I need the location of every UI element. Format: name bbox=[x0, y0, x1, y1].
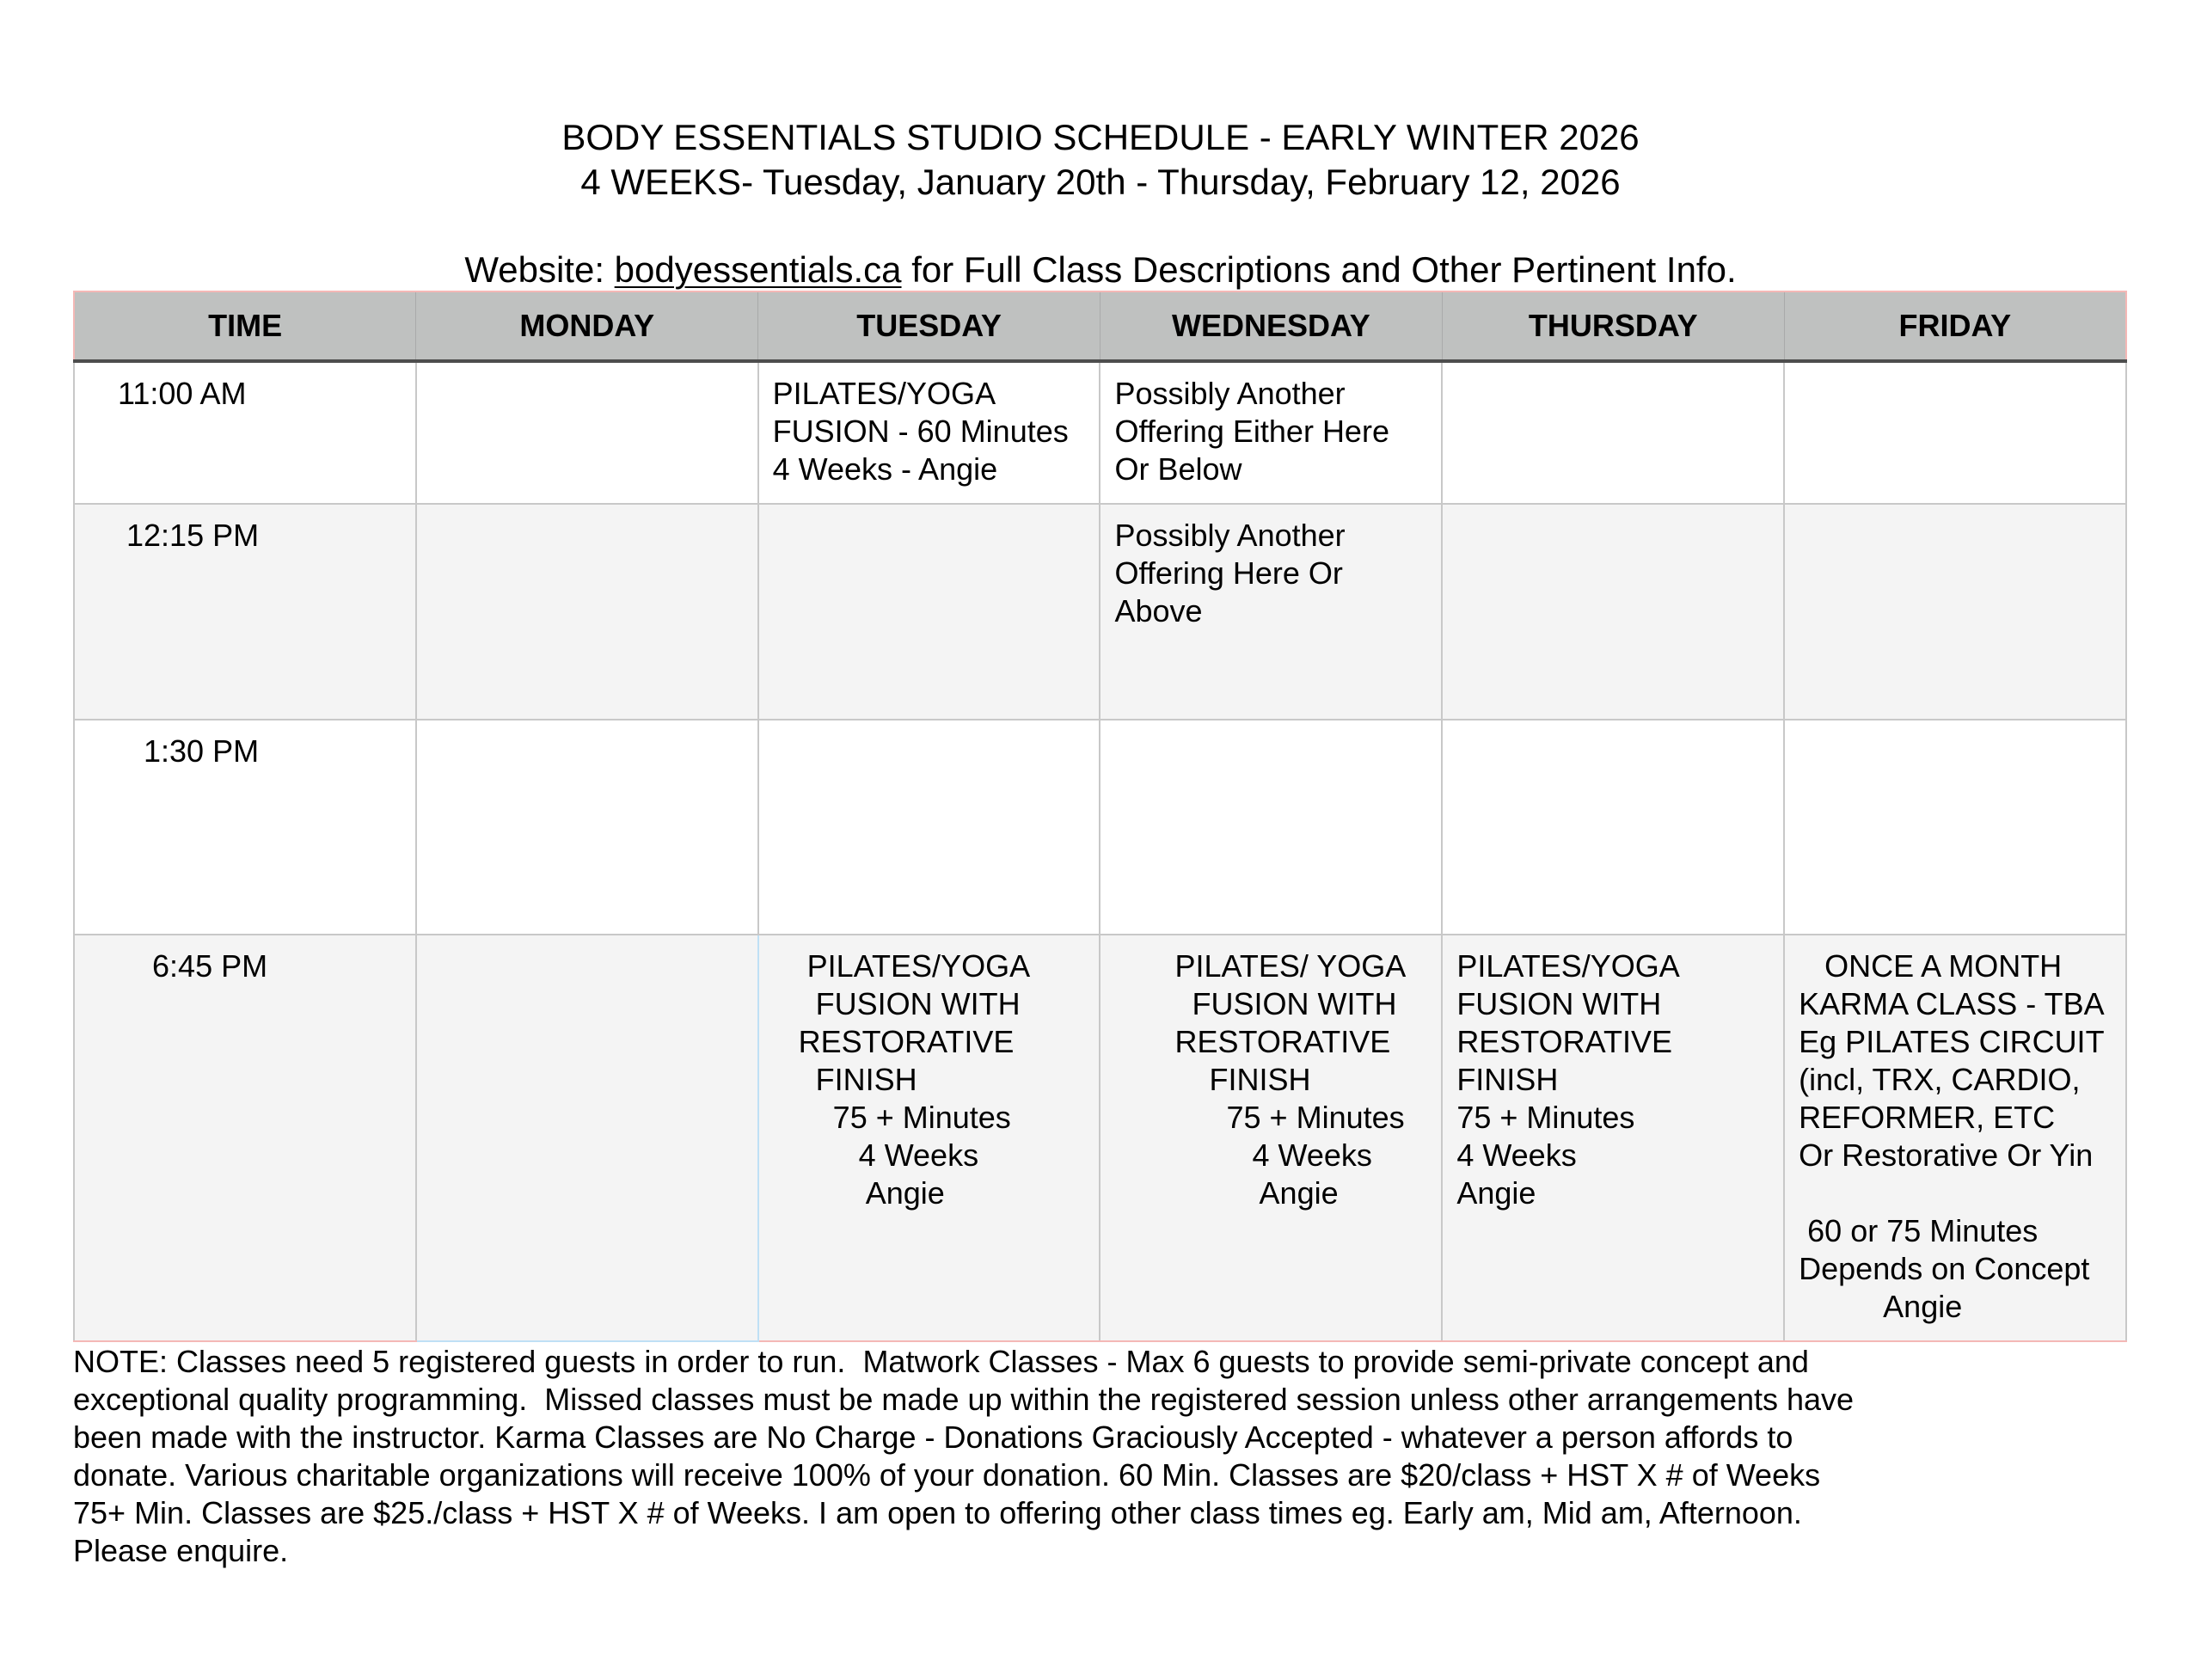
policy-note: NOTE: Classes need 5 registered guests in order to run. Matwork Classes - Max 6 guests to provide semi-private concept and exceptional quality programming. Missed classes must be made up within the registered session unless other arrangements have been made with the instructor. Karma Classes are No Charge - Donations Graciously Accepted - whatever a person affords to donate. Various charitable organizations will receive 100% of your donation. 60 Min. Classes are $20/class + HST X # of Weeks 75+ Min. Classes are $25./class + HST X # of Weeks. I am open to offering other class times eg. Early am, Mid am, Afternoon. Please enquire. bbox=[73, 1344, 1855, 1568]
table-row bbox=[74, 361, 2126, 504]
column-header-monday: MONDAY bbox=[416, 291, 758, 361]
schedule-date-range: 4 WEEKS- Tuesday, January 20th - Thursday, February 12, 2026 bbox=[580, 162, 1621, 202]
monday-cell[interactable] bbox=[416, 361, 758, 504]
tuesday-cell[interactable]: PILATES/YOGA FUSION - 60 Minutes 4 Weeks - Angie bbox=[758, 361, 1100, 504]
table-row bbox=[74, 935, 2126, 1341]
table-row bbox=[74, 720, 2126, 935]
time-cell[interactable]: 6:45 PM bbox=[74, 935, 416, 1341]
wednesday-cell[interactable]: Possibly Another Offering Here Or Above bbox=[1100, 504, 1442, 720]
friday-cell[interactable]: ONCE A MONTH KARMA CLASS - TBA Eg PILATES CIRCUIT (incl, TRX, CARDIO, REFORMER, ETC Or Restorative Or Yin 60 or 75 Minutes Depends on Concept Angie bbox=[1784, 935, 2126, 1341]
wednesday-cell[interactable]: PILATES/ YOGA FUSION WITH RESTORATIVE FINISH 75 + Minutes 4 Weeks Angie bbox=[1100, 935, 1442, 1341]
monday-cell[interactable] bbox=[416, 720, 758, 935]
friday-cell[interactable] bbox=[1784, 504, 2126, 720]
friday-cell[interactable] bbox=[1784, 720, 2126, 935]
website-link[interactable]: bodyessentials.ca bbox=[614, 249, 902, 290]
monday-cell[interactable] bbox=[416, 504, 758, 720]
thursday-cell[interactable] bbox=[1442, 720, 1784, 935]
website-suffix: for Full Class Descriptions and Other Pertinent Info. bbox=[901, 249, 1737, 290]
friday-cell[interactable] bbox=[1784, 361, 2126, 504]
time-cell[interactable]: 12:15 PM bbox=[74, 504, 416, 720]
thursday-cell[interactable]: PILATES/YOGA FUSION WITH RESTORATIVE FINISH 75 + Minutes 4 Weeks Angie bbox=[1442, 935, 1784, 1341]
tuesday-cell[interactable]: PILATES/YOGA FUSION WITH RESTORATIVE FINISH 75 + Minutes 4 Weeks Angie bbox=[758, 935, 1100, 1341]
wednesday-cell[interactable]: Possibly Another Offering Either Here Or Below bbox=[1100, 361, 1442, 504]
column-header-tuesday: TUESDAY bbox=[758, 291, 1100, 361]
column-header-thursday: THURSDAY bbox=[1442, 291, 1784, 361]
wednesday-cell[interactable] bbox=[1100, 720, 1442, 935]
time-cell[interactable]: 11:00 AM bbox=[74, 361, 416, 504]
column-header-wednesday: WEDNESDAY bbox=[1100, 291, 1442, 361]
schedule-table bbox=[73, 291, 2127, 1342]
thursday-cell[interactable] bbox=[1442, 361, 1784, 504]
column-header-time: TIME bbox=[74, 291, 416, 361]
time-cell[interactable]: 1:30 PM bbox=[74, 720, 416, 935]
monday-cell-selected[interactable] bbox=[416, 935, 758, 1341]
website-prefix: Website: bbox=[464, 249, 615, 290]
schedule-title: BODY ESSENTIALS STUDIO SCHEDULE - EARLY WINTER 2026 bbox=[561, 117, 1640, 157]
table-header-row bbox=[74, 291, 2126, 361]
tuesday-cell[interactable] bbox=[758, 504, 1100, 720]
table-row bbox=[74, 504, 2126, 720]
tuesday-cell[interactable] bbox=[758, 720, 1100, 935]
column-header-friday: FRIDAY bbox=[1784, 291, 2126, 361]
website-line bbox=[0, 248, 2201, 292]
thursday-cell[interactable] bbox=[1442, 504, 1784, 720]
